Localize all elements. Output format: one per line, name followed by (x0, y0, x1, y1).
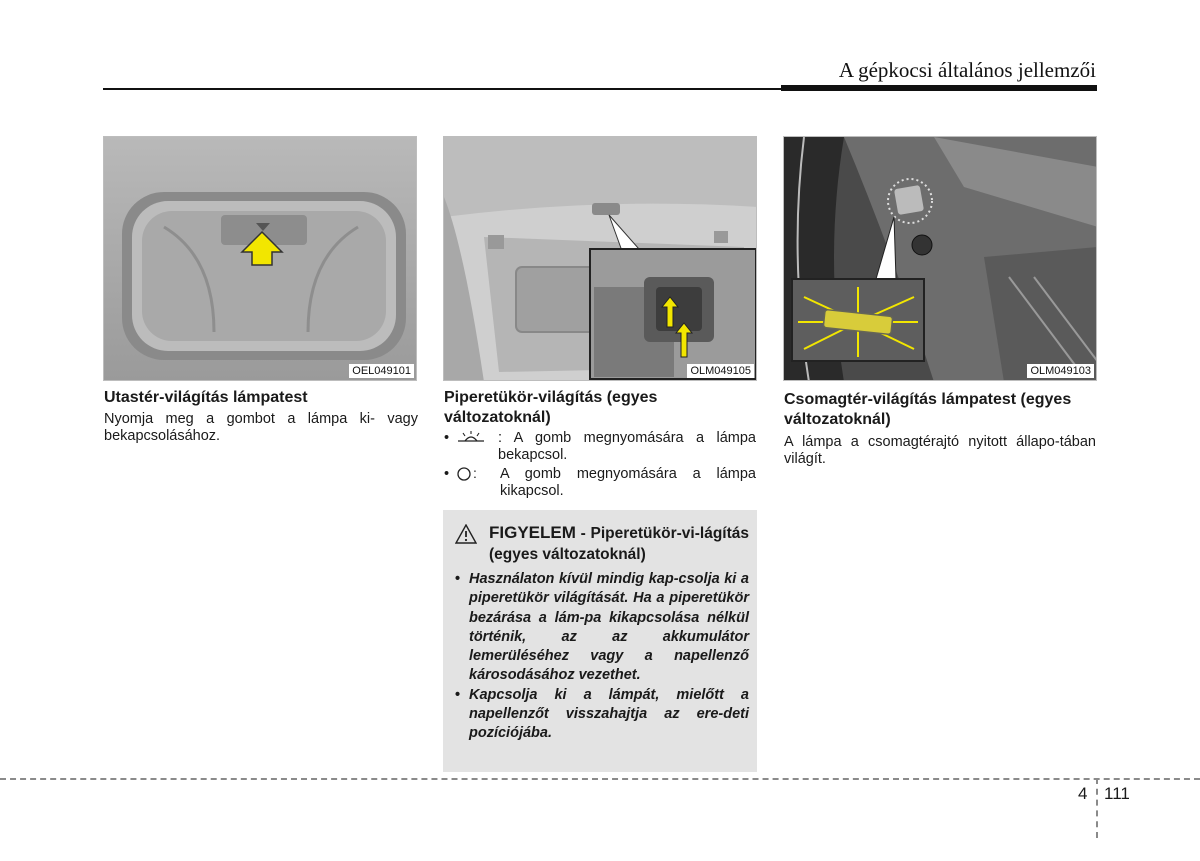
figure-code: OLM049105 (687, 364, 754, 378)
section-body: Nyomja meg a gombot a lámpa ki- vagy bekapcsolásához. (104, 411, 418, 444)
bullet-text: A gomb megnyomására a lámpa kikapcsol. (500, 466, 756, 499)
figure-vanity-mirror-lamp (443, 136, 757, 381)
section-body: A lámpa a csomagtérajtó nyitott állapo-tában világít. (784, 434, 1096, 467)
warning-title (489, 522, 749, 565)
luggage-lamp-illustration (784, 137, 1097, 381)
bullet-dot: • (444, 466, 450, 482)
warning-item-text: Kapcsolja ki a lámpát, mielőtt a napellenzőt visszahajtja az ere-deti pozíciójába. (469, 686, 749, 742)
lamp-on-icon (456, 430, 498, 464)
bullet-dot: • (455, 571, 461, 587)
bullet-list (444, 430, 756, 500)
figure-luggage-lamp (783, 136, 1097, 381)
warning-item (455, 570, 749, 686)
interior-lamp-illustration (104, 137, 417, 381)
figure-code: OLM049103 (1027, 364, 1094, 378)
chapter-number: 4 (1078, 784, 1088, 803)
vanity-mirror-illustration (444, 137, 757, 381)
section-heading: Csomagtér-világítás lámpatest (egyes változatoknál) (784, 391, 1072, 428)
figure-code: OEL049101 (349, 364, 414, 378)
bullet-dot: • (455, 686, 461, 703)
warning-list (455, 570, 749, 744)
header-rule-accent (781, 85, 1097, 91)
warning-box (443, 510, 757, 772)
lamp-off-circle-icon (456, 466, 500, 500)
footer-dashed-divider (1096, 778, 1098, 838)
warning-item-text: Használaton kívül mindig kap-csolja ki a piperetükör világítását. Ha a piperetükör bezárása a lám-pa kikapcsolása nélkül történik, az az akkumulátor lemerüléséhez vagy a napellenző károsodásához vezethet. (469, 571, 749, 684)
figure-interior-lamp (103, 136, 417, 381)
footer-dashed-rule (0, 778, 1200, 780)
warning-title-text: - Piperetükör-vi-lágítás (egyes változatoknál) (489, 525, 749, 563)
section-heading: Utastér-világítás lámpatest (104, 389, 308, 406)
bullet-text: : A gomb megnyomására a lámpa bekapcsol. (498, 430, 756, 463)
page-number: 111 (1104, 784, 1130, 803)
svg-text::: : (473, 466, 477, 481)
section-vanity-mirror-lamp (444, 388, 756, 500)
list-item (444, 466, 756, 500)
warning-item (455, 686, 749, 744)
bullet-dot: • (444, 430, 450, 446)
section-heading: Piperetükör-világítás (egyes változatoknál) (444, 389, 658, 426)
list-item (444, 430, 756, 464)
running-header-title: A gépkocsi általános jellemzői (838, 58, 1096, 82)
warning-triangle-icon (455, 522, 489, 565)
section-luggage-lamp (784, 390, 1096, 468)
warning-label: FIGYELEM (489, 523, 576, 542)
section-interior-lamp (104, 388, 418, 445)
